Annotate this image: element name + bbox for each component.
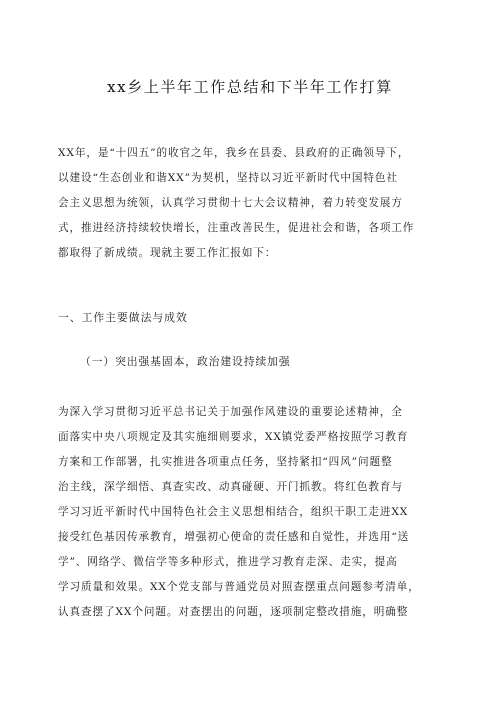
body-line: 方案和工作部署，扎实推进各项重点任务，坚持紧扣“四风”问题整 <box>58 456 393 468</box>
body-paragraph <box>58 400 462 625</box>
body-line: 为深入学习贯彻习近平总书记关于加强作风建设的重要论述精神，全 <box>58 406 403 418</box>
document-title: xx乡上半年工作总结和下半年工作打算 <box>107 78 393 96</box>
body-line: 学习质量和效果。XX个党支部与普通党员对照查摆重点问题参考清单， <box>58 581 420 593</box>
body-line: 认真查摆了XX个问题。对查摆出的问题，逐项制定整改措施，明确整 <box>58 606 409 618</box>
body-line: 学习习近平新时代中国特色社会主义思想相结合，组织干职工走进XX <box>58 506 409 518</box>
body-line: 学”、网络学、微信学等多种形式，推进学习教育走深、走实，提高 <box>58 556 398 568</box>
intro-line: 会主义思想为统领，认真学习贯彻十七大会议精神，着力转变发展方 <box>58 197 403 209</box>
intro-line: 都取得了新成绩。现就主要工作汇报如下： <box>58 247 277 259</box>
body-line: 接受红色基因传承教育，增强初心使命的责任感和自觉性，并选用“送 <box>58 531 410 543</box>
intro-paragraph <box>58 141 462 266</box>
body-line: 治主线，深学细悟、真查实改、动真碰硬、开门抓教。将红色教育与 <box>58 481 403 493</box>
intro-line: 以建设“生态创业和谐XX”为契机，坚持以习近平新时代中国特色社 <box>58 172 398 184</box>
body-line: 面落实中央八项规定及其实施细则要求，XX镇党委严格按照学习教育 <box>58 431 409 443</box>
subsection-heading: （一）突出强基固本，政治建设持续加强 <box>80 355 291 368</box>
section-heading: 一、工作主要做法与成效 <box>58 311 188 324</box>
intro-line: XX年，是“十四五”的收官之年，我乡在县委、县政府的正确领导下， <box>58 147 410 159</box>
intro-line: 式，推进经济持续较快增长，注重改善民生，促进社会和谐，各项工作 <box>58 222 415 234</box>
